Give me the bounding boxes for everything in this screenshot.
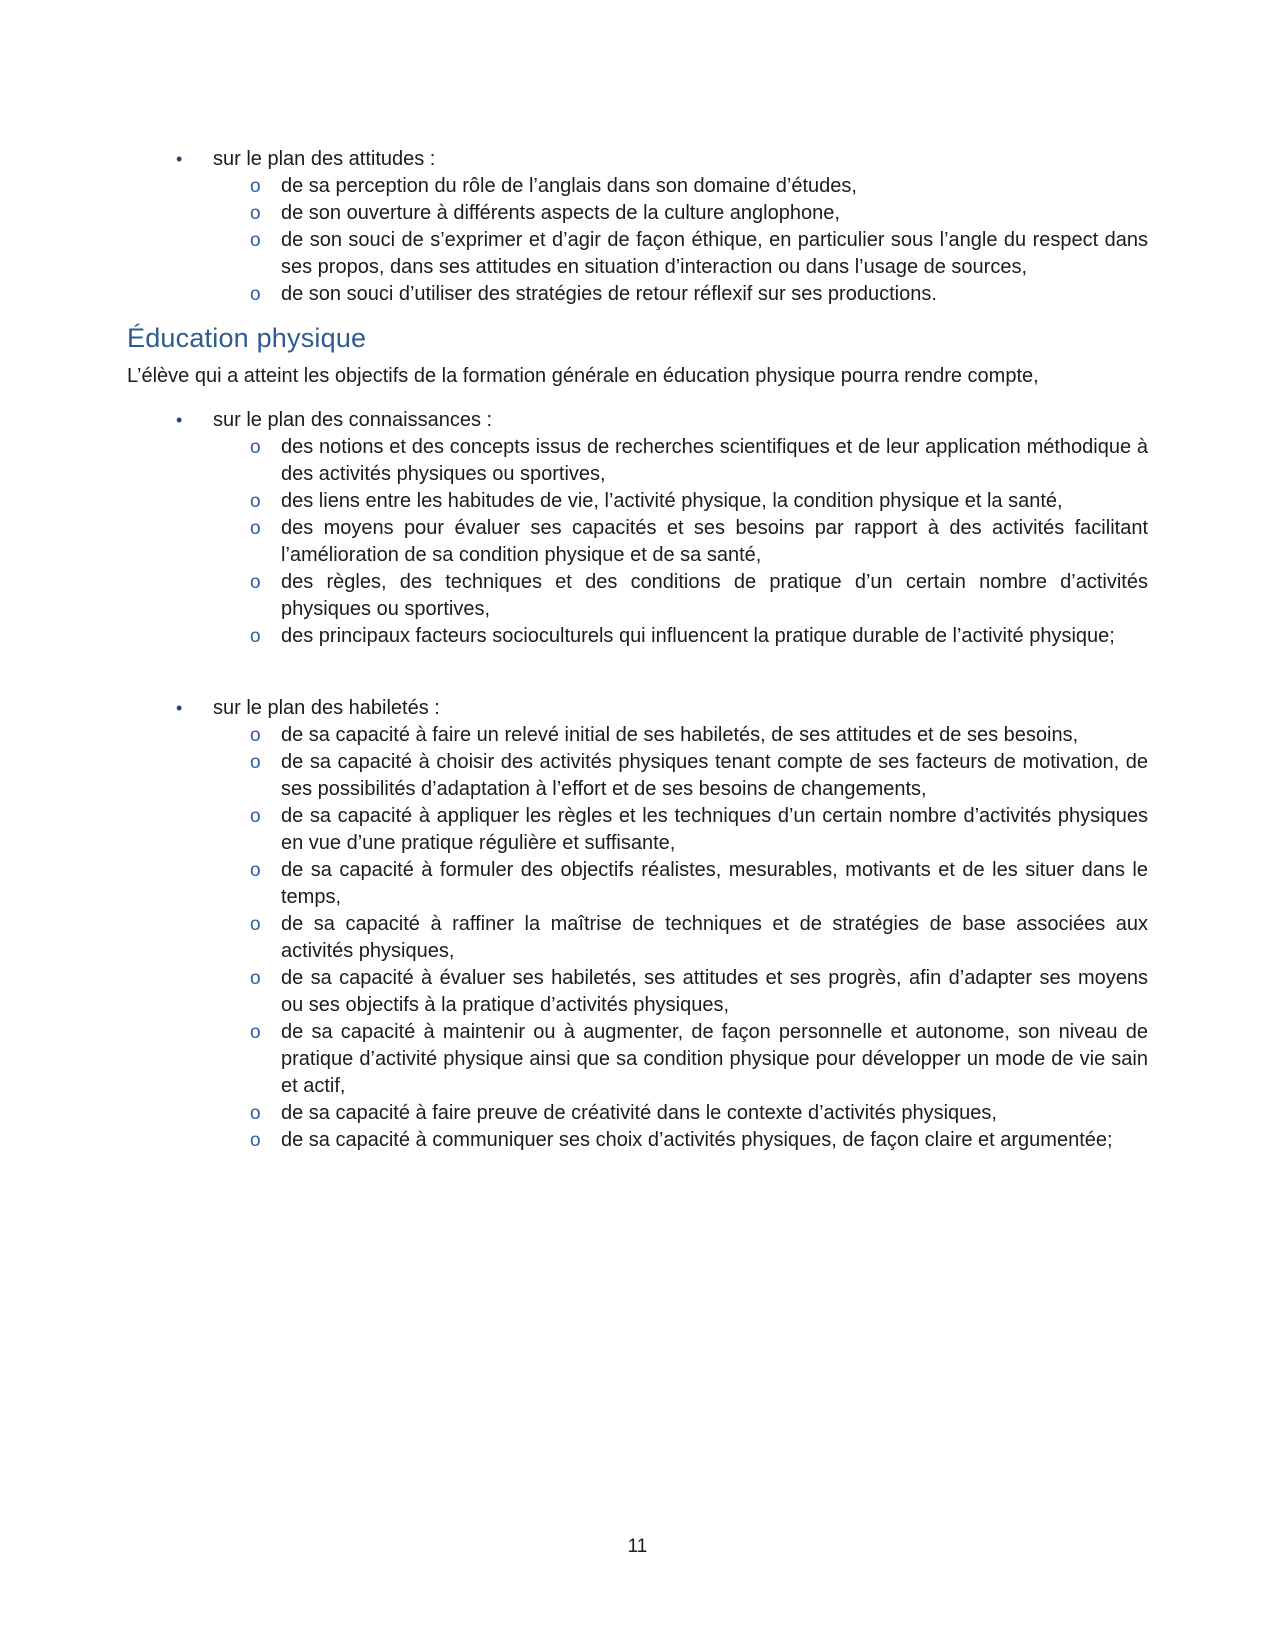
list-item-level2 — [127, 1127, 1148, 1154]
circle-bullet-icon: o — [250, 1103, 261, 1124]
list-item-text: de sa capacité à appliquer les règles et les techniques d’un certain nombre d’activités physiques en vue d’une pratique régulière et suffisante, — [281, 805, 1148, 854]
circle-bullet-icon: o — [250, 626, 261, 647]
list-item-text: de sa capacité à évaluer ses habiletés, ses attitudes et ses progrès, afin d’adapter ses moyens ou ses objectifs à la pratique d’activités physiques, — [281, 967, 1148, 1016]
list-item-label: sur le plan des attitudes : — [213, 148, 436, 170]
list-item-level2 — [127, 1019, 1148, 1100]
page-content — [127, 146, 1148, 1154]
disc-bullet-icon: • — [176, 698, 183, 718]
list-item-text: de sa capacité à choisir des activités physiques tenant compte de ses facteurs de motivation, de ses possibilités d’adaptation à l’effort et de ses besoins de changements, — [281, 751, 1148, 800]
list-item-text: de son souci de s’exprimer et d’agir de façon éthique, en particulier sous l’angle du respect dans ses propos, dans ses attitudes en situation d’interaction ou dans l’usage de sources, — [281, 229, 1148, 278]
list-item-text: de sa capacité à faire preuve de créativité dans le contexte d’activités physiques, — [281, 1102, 997, 1124]
list-item-text: des notions et des concepts issus de recherches scientifiques et de leur application méthodique à des activités physiques ou sportives, — [281, 436, 1148, 485]
list-item-level2 — [127, 722, 1148, 749]
circle-bullet-icon: o — [250, 284, 261, 305]
spacer — [127, 391, 1148, 407]
list-item-level2 — [127, 173, 1148, 200]
circle-bullet-icon: o — [250, 860, 261, 881]
circle-bullet-icon: o — [250, 725, 261, 746]
list-item-level1 — [127, 407, 1148, 434]
bullet-group-habiletes — [127, 695, 1148, 1154]
circle-bullet-icon: o — [250, 437, 261, 458]
circle-bullet-icon: o — [250, 230, 261, 251]
circle-bullet-icon: o — [250, 203, 261, 224]
circle-bullet-icon: o — [250, 518, 261, 539]
list-item-level2 — [127, 803, 1148, 857]
list-item-level1 — [127, 695, 1148, 722]
list-item-level2 — [127, 623, 1148, 650]
list-item-text: de sa capacité à communiquer ses choix d’activités physiques, de façon claire et argumentée; — [281, 1129, 1113, 1151]
list-item-level2 — [127, 965, 1148, 1019]
list-item-text: de son ouverture à différents aspects de la culture anglophone, — [281, 202, 840, 224]
circle-bullet-icon: o — [250, 968, 261, 989]
list-item-text: de sa capacité à raffiner la maîtrise de techniques et de stratégies de base associées aux activités physiques, — [281, 913, 1148, 962]
list-item-level2 — [127, 1100, 1148, 1127]
disc-bullet-icon: • — [176, 149, 183, 169]
list-item-level2 — [127, 434, 1148, 488]
circle-bullet-icon: o — [250, 914, 261, 935]
list-item-text: des liens entre les habitudes de vie, l’activité physique, la condition physique et la santé, — [281, 490, 1063, 512]
circle-bullet-icon: o — [250, 752, 261, 773]
bullet-group-attitudes — [127, 146, 1148, 308]
list-item-level2 — [127, 749, 1148, 803]
list-item-label: sur le plan des habiletés : — [213, 697, 440, 719]
list-item-level2 — [127, 227, 1148, 281]
list-item-label: sur le plan des connaissances : — [213, 409, 493, 431]
circle-bullet-icon: o — [250, 572, 261, 593]
circle-bullet-icon: o — [250, 806, 261, 827]
circle-bullet-icon: o — [250, 176, 261, 197]
circle-bullet-icon: o — [250, 1022, 261, 1043]
list-item-level2 — [127, 515, 1148, 569]
spacer — [127, 650, 1148, 695]
intro-paragraph: L’élève qui a atteint les objectifs de la formation générale en éducation physique pourra rendre compte, — [127, 365, 1039, 387]
list-item-text: de sa capacité à maintenir ou à augmenter, de façon personnelle et autonome, son niveau de pratique d’activité physique ainsi que sa condition physique pour développer un mode de vie sain et actif, — [281, 1021, 1148, 1097]
list-item-text: de son souci d’utiliser des stratégies de retour réflexif sur ses productions. — [281, 283, 937, 305]
disc-bullet-icon: • — [176, 410, 183, 430]
list-item-text: de sa perception du rôle de l’anglais dans son domaine d’études, — [281, 175, 857, 197]
list-item-level1 — [127, 146, 1148, 173]
list-item-text: de sa capacité à faire un relevé initial de ses habiletés, de ses attitudes et de ses besoins, — [281, 724, 1079, 746]
list-item-level2 — [127, 281, 1148, 308]
bullet-group-connaissances — [127, 407, 1148, 650]
page-number: 11 — [627, 1536, 648, 1557]
list-item-text: des règles, des techniques et des conditions de pratique d’un certain nombre d’activités physiques ou sportives, — [281, 571, 1148, 620]
list-item-text: de sa capacité à formuler des objectifs réalistes, mesurables, motivants et de les situer dans le temps, — [281, 859, 1148, 908]
list-item-level2 — [127, 911, 1148, 965]
list-item-level2 — [127, 857, 1148, 911]
list-item-level2 — [127, 488, 1148, 515]
circle-bullet-icon: o — [250, 1130, 261, 1151]
list-item-text: des moyens pour évaluer ses capacités et ses besoins par rapport à des activités facilitant l’amélioration de sa condition physique et de sa santé, — [281, 517, 1148, 566]
list-item-text: des principaux facteurs socioculturels qui influencent la pratique durable de l’activité physique; — [281, 625, 1115, 647]
section-heading-education-physique: Éducation physique — [127, 323, 367, 353]
list-item-level2 — [127, 200, 1148, 227]
circle-bullet-icon: o — [250, 491, 261, 512]
list-item-level2 — [127, 569, 1148, 623]
